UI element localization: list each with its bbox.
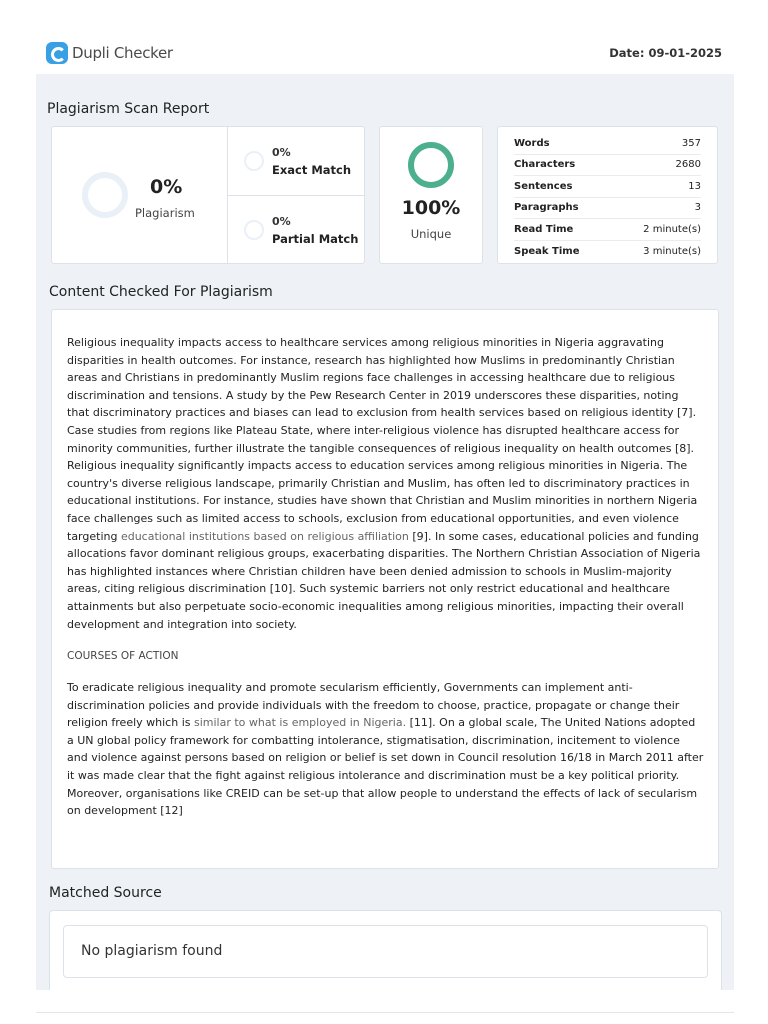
content-paragraph [67, 334, 704, 633]
content-paragraph [67, 679, 704, 820]
brand-name: Dupli Checker [72, 44, 173, 62]
stat-row [514, 219, 701, 241]
stat-row [514, 176, 701, 198]
content-section-title: Content Checked For Plagiarism [49, 284, 273, 300]
stat-label: Speak Time [514, 245, 580, 257]
stat-label: Paragraphs [514, 202, 579, 214]
unique-ring-chart [408, 142, 454, 188]
report-title: Plagiarism Scan Report [47, 101, 210, 117]
stat-value: 13 [688, 180, 701, 192]
plagiarism-percent: 0% [150, 176, 183, 198]
partial-match-ring-chart [244, 220, 264, 240]
page-footer-rule [36, 1012, 734, 1013]
text-stats-card [497, 126, 718, 264]
report-header [36, 34, 734, 74]
stat-label: Characters [514, 159, 576, 171]
partial-match-percent: 0% [272, 215, 291, 228]
unique-percent: 100% [401, 197, 461, 219]
paragraph-text: Religious inequality impacts access to healthcare services among religious minorities in Nigeria aggravating disparities in health outcomes. For instance, research has highlighted how Muslims in predominantly Christian areas and Christians in predominantly Muslim regions face challenges in accessing healthcare due to religious discrimination and tensions. A study by the Pew Research Center in 2019 underscores these disparities, noting that discriminatory practices and biases can lead to exclusion from health services based on religious identity [7]. Case studies from regions like Plateau State, where inter-religious violence has disrupted healthcare access for minority communities, further illustrate the tangible consequences of religious inequality on health outcomes [8]. Religious inequality significantly impacts access to education services among religious minorities in Nigeria. The country's diverse religious landscape, primarily Christian and Muslim, has often led to discriminatory practices in educational institutions. For instance, studies have shown that Christian and Muslim minorities in northern Nigeria face challenges such as limited access to schools, exclusion from educational opportunities, and even violence targeting [67, 336, 698, 543]
paragraph-text: [9]. In some cases, educational policies and funding allocations favor dominant religious groups, exacerbating disparities. The Northern Christian Association of Nigeria has highlighted instances where Christian children have been denied admission to schools in Muslim-majority areas, citing religious discrimination [10]. Such systemic barriers not only restrict educational and healthcare attainments but also perpetuate socio-economic inequalities among religious minorities, impacting their overall development and integration into society. [67, 529, 701, 631]
content-subheading: COURSES OF ACTION [67, 650, 179, 663]
paragraph-text: [11]. On a global scale, The United Nations adopted a UN global policy framework for combatting intolerance, stigmatisation, discrimination, incitement to violence and violence against persons based on religion or belief is set down in Council resolution 16/18 in March 2011 after it was made clear that the fight against religious intolerance and discrimination must be a key political priority. Moreover, organisations like CREID can be set-up that allow people to understand the effects of lack of secularism on development [12] [67, 716, 704, 818]
no-plagiarism-message: No plagiarism found [81, 943, 223, 959]
exact-match-label: Exact Match [272, 163, 352, 177]
dupli-checker-logo[interactable] [46, 42, 173, 64]
highlighted-text: similar to what is employed in Nigeria. [193, 716, 407, 730]
report-date: Date: 09-01-2025 [609, 46, 722, 60]
plagiarism-label: Plagiarism [135, 206, 195, 220]
exact-match-percent: 0% [272, 146, 291, 159]
stat-label: Words [514, 137, 550, 149]
stat-row [514, 133, 701, 155]
stat-value: 3 minute(s) [643, 245, 701, 257]
exact-match-stat [228, 127, 365, 195]
checked-content-card [51, 309, 719, 869]
highlighted-text: educational institutions based on religious affiliation [120, 529, 409, 543]
plagiarism-overview [52, 127, 227, 263]
stat-label: Sentences [514, 180, 573, 192]
stat-value: 2 minute(s) [643, 223, 701, 235]
stat-row [514, 198, 701, 220]
partial-match-label: Partial Match [272, 232, 359, 246]
report-panel [36, 74, 734, 990]
unique-summary-card [379, 126, 483, 264]
paragraph-text: To eradicate religious inequality and promote secularism efficiently, Governments can implement anti-discrimination policies and provide individuals with the freedom to choose, practice, propagate or change their religion freely which is [67, 681, 680, 730]
plagiarism-summary-card [51, 126, 365, 264]
stat-label: Read Time [514, 223, 574, 235]
logo-icon [46, 42, 68, 64]
stat-row [514, 241, 701, 263]
stat-value: 3 [694, 202, 701, 214]
no-plagiarism-box [63, 925, 708, 978]
plagiarism-ring-chart [82, 172, 128, 218]
stat-value: 357 [681, 137, 701, 149]
matched-section-title: Matched Source [49, 885, 162, 901]
partial-match-stat [228, 196, 365, 264]
stat-value: 2680 [675, 159, 701, 171]
exact-match-ring-chart [244, 151, 264, 171]
stat-row [514, 155, 701, 177]
unique-label: Unique [410, 227, 452, 241]
matched-source-card [49, 910, 722, 990]
